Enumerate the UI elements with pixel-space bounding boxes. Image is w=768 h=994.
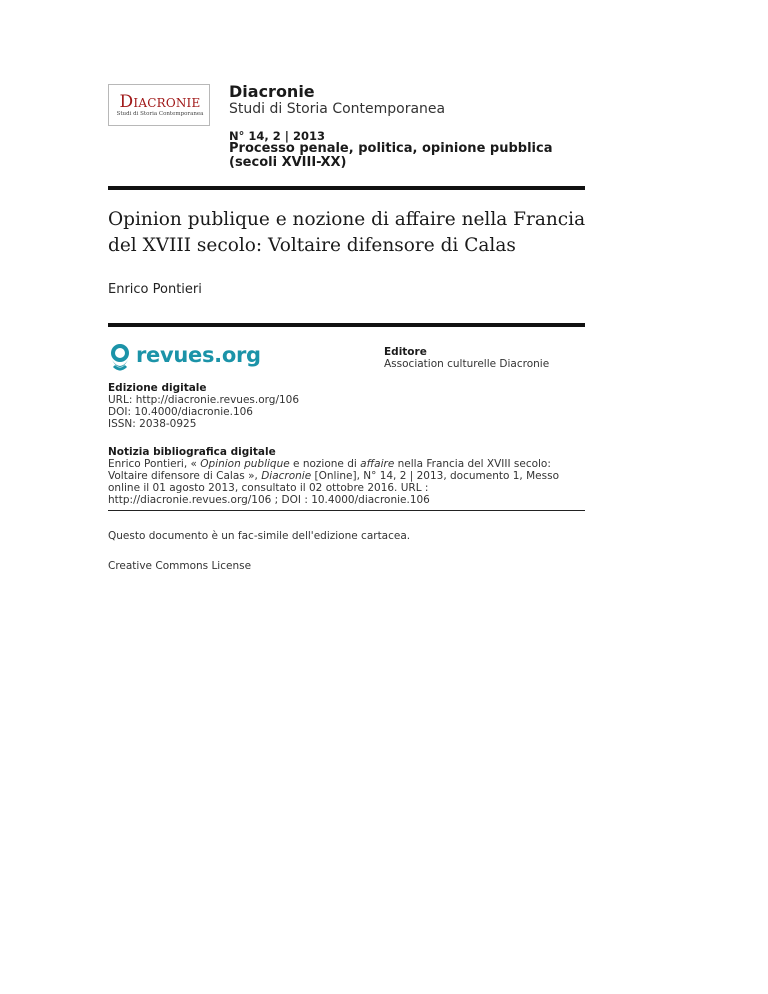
digital-edition-doi[interactable]: DOI: 10.4000/diacronie.106 (108, 406, 253, 418)
editor-name: Association culturelle Diacronie (384, 358, 550, 370)
journal-subtitle: Studi di Storia Contemporanea (229, 101, 446, 117)
digital-edition-url[interactable]: URL: http://diacronie.revues.org/106 (108, 394, 300, 406)
editor-label: Editore (384, 346, 427, 358)
diacronie-logo (108, 84, 210, 126)
editor-info (384, 346, 549, 370)
issue-title: Processo penale, politica, opinione pubblica (secoli XVIII-XX) (229, 141, 553, 170)
revues-person-icon (108, 344, 132, 372)
digital-edition-label: Edizione digitale (108, 382, 207, 394)
revues-org-logo[interactable] (108, 343, 268, 373)
article-title (108, 207, 618, 259)
article-title-line-2: del XVIII secolo: Voltaire difensore di Calas (108, 235, 516, 256)
facsimile-note: Questo documento è un fac-simile dell'edizione cartacea. (108, 530, 411, 542)
digital-edition-info (108, 382, 299, 430)
logo-tagline: Studi di Storia Contemporanea (116, 111, 204, 117)
bottom-divider (108, 510, 585, 511)
article-author: Enrico Pontieri (108, 282, 202, 297)
digital-edition-issn: ISSN: 2038-0925 (108, 418, 197, 430)
journal-title: Diacronie (229, 82, 315, 101)
bibliographic-citation: Enrico Pontieri, « Opinion publique e nozione di affaire nella Francia del XVIII secolo: Voltaire difensore di Calas », Diacronie [Online], N° 14, 2 | 2013, documento 1, Messo online il 01 agosto 2013, consultato il 02 ottobre 2016. URL : http://diacronie.revues.org/106 ; DOI : 10.4000/diacronie.106 (108, 458, 559, 506)
middle-divider (108, 323, 585, 327)
top-divider (108, 186, 585, 190)
article-title-line-1: Opinion publique e nozione di affaire nella Francia (108, 209, 586, 230)
bibliographic-notice (108, 446, 588, 506)
issue-number: N° 14, 2 | 2013 (229, 129, 325, 143)
revues-wordmark: revues.org (136, 343, 261, 367)
license-link[interactable]: Creative Commons License (108, 560, 252, 572)
bibliographic-label: Notizia bibliografica digitale (108, 446, 276, 458)
logo-wordmark: DIACRONIE (119, 92, 201, 112)
